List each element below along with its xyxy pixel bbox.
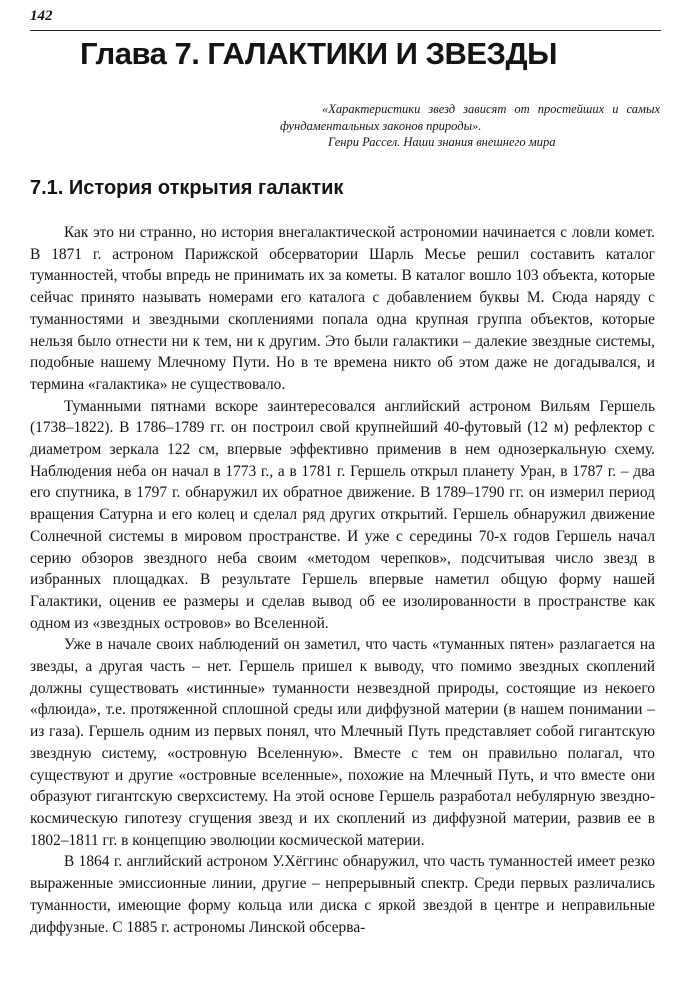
epigraph-quote: «Характеристики звезд зависят от простейших и самых фундаментальных законов природы». <box>280 102 660 133</box>
section-title: 7.1. История открытия галактик <box>30 177 344 199</box>
paragraph-2: Туманными пятнами вскоре заинтересовался английский астроном Вильям Гершель (1738–1822). В 1786–1789 гг. он построил свой крупнейший 40-футовый (12 м) рефлектор с диаметром зеркала 122 см, впервые эффективно применив в нем однозеркальную схему. Наблюдения неба он начал в 1773 г., а в 1781 г. Гершель открыл планету Уран, в 1787 г. – два его спутника, в 1797 г. обнаружил их обратное движение. В 1789–1790 гг. он измерил период вращения Сатурна и его колец и сделал ряд других открытий. Гершель обнаружил движение Солнечной системы в мировом пространстве. И уже с середины 70-х годов Гершель начал серию обзоров звездного неба своим «методом черепков», подсчитывая число звезд в избранных площадках. В результате Гершель впервые наметил общую форму нашей Галактики, оценив ее размеры и сделав вывод об ее изолированности в пространстве как одном из «звездных островов» во Вселенной. <box>30 397 655 632</box>
paragraph-1: Как это ни странно, но история внегалактической астрономии начинается с ловли комет. В 1871 г. астроном Парижской обсерватории Шарль Месье решил составить каталог туманностей, чтобы впредь не принимать их за кометы. В каталог вошло 103 объекта, которые сейчас принято называть номерами его каталога с добавлением буквы М. Сюда наряду с туманностями и звездными скоплениями попала одна крупная группа объектов, которые нельзя было отнести ни к тем, ни к другим. Это были галактики – далекие звездные системы, подобные нашему Млечному Пути. Но в те времена никто об этом даже не догадывался, и термина «галактика» не существовало. <box>30 224 655 393</box>
paragraph-4: В 1864 г. английский астроном У.Хёггинс обнаружил, что часть туманностей имеет резко выраженные эмиссионные линии, другие – непрерывный спектр. Среди первых различались туманности, имеющие форму кольца или диска с яркой звездой в центре и неправильные диффузные. С 1885 г. астрономы Линской обсерва- <box>30 853 655 936</box>
body-text <box>30 222 655 938</box>
chapter-title: Глава 7. ГАЛАКТИКИ И ЗВЕЗДЫ <box>80 36 557 71</box>
paragraph-3: Уже в начале своих наблюдений он заметил, что часть «туманных пятен» разлагается на звезды, а другая часть – нет. Гершель пришел к выводу, что помимо звездных скоплений должны существовать «истинные» туманности незвездной природы, состоящие из некоего «флюида», т.е. протяженной сплошной среды или диффузной материи (в нашем понимании – из газа). Гершель одним из первых понял, что Млечный Путь представляет собой гигантскую звездную систему, «островную Вселенную». Вместе с тем он правильно полагал, что существуют и другие «островные вселенные», похожие на Млечный Путь, и что вместе они образуют гигантскую сверхсистему. На этой основе Гершель разработал небулярную звездно-космическую гипотезу сгущения звезд и их скоплений из диффузной материи, развив ее в 1802–1811 гг. в концепцию эволюции космической материи. <box>30 636 655 849</box>
header-rule <box>30 30 661 31</box>
page-number: 142 <box>30 8 53 24</box>
epigraph-source: Генри Рассел. Наши знания внешнего мира <box>328 135 556 149</box>
epigraph <box>280 101 660 151</box>
